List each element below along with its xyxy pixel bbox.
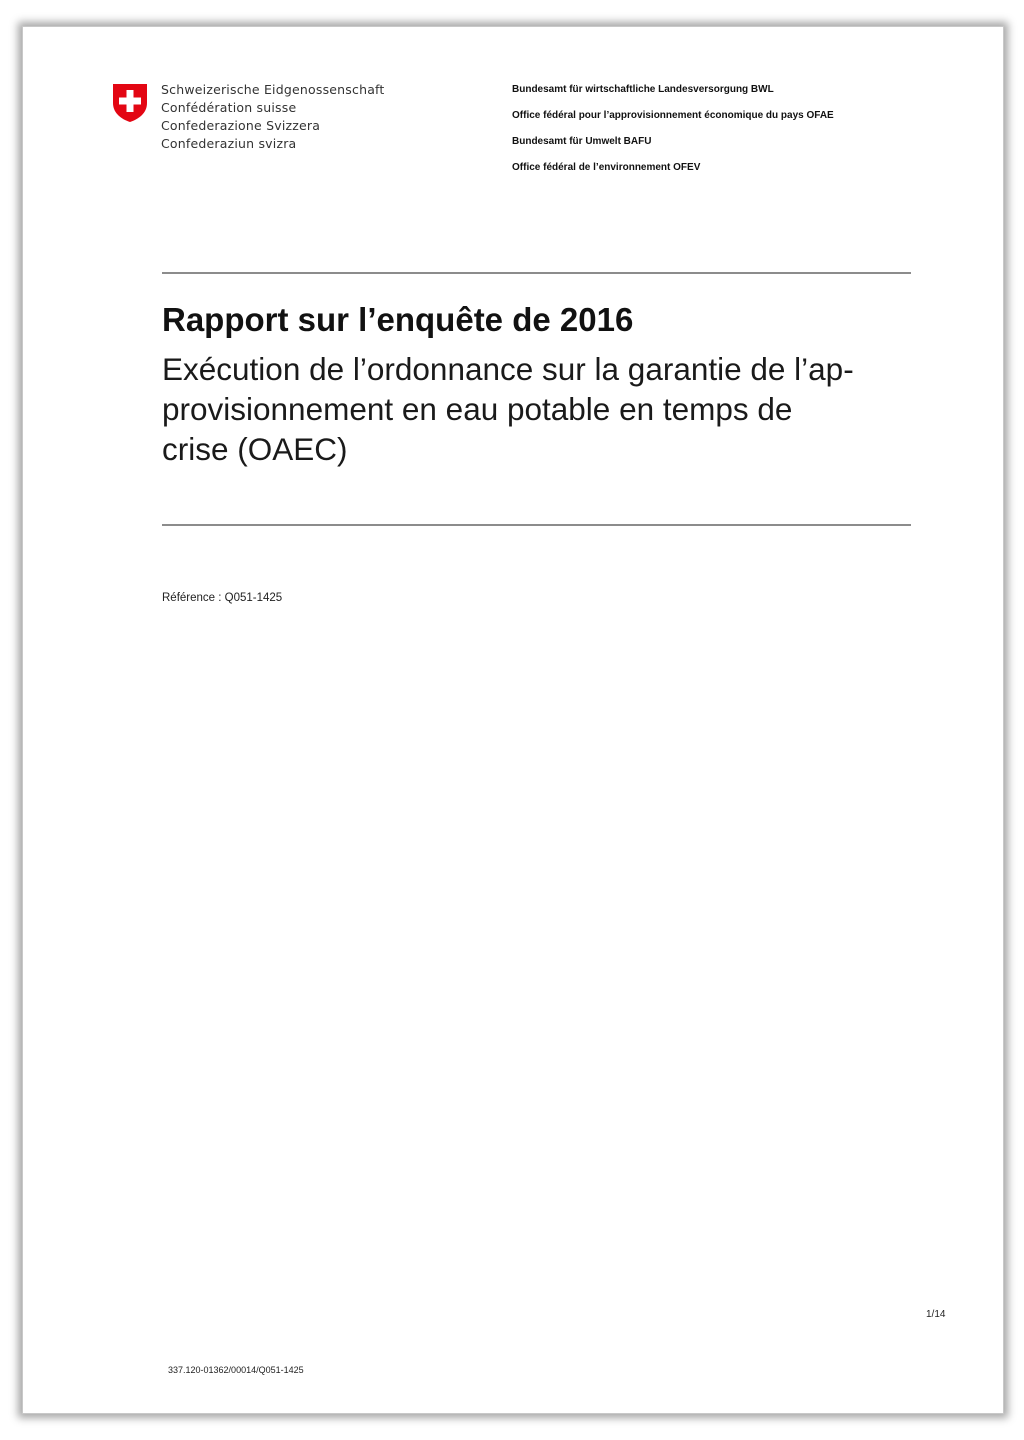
title-bottom-divider bbox=[162, 524, 911, 526]
confederation-name-rm: Confederaziun svizra bbox=[161, 136, 297, 151]
document-reference: Référence : Q051-1425 bbox=[162, 592, 283, 604]
document-subtitle bbox=[162, 349, 910, 469]
confederation-name-de: Schweizerische Eidgenossenschaft bbox=[161, 82, 385, 97]
confederation-name-fr: Confédération suisse bbox=[161, 100, 297, 115]
office-bwl: Bundesamt für wirtschaftliche Landesversorgung BWL bbox=[512, 84, 774, 95]
subtitle-line-2: provisionnement en eau potable en temps de bbox=[162, 391, 793, 427]
office-ofae: Office fédéral pour l’approvisionnement économique du pays OFAE bbox=[512, 110, 834, 121]
page-number: 1/14 bbox=[926, 1309, 946, 1320]
subtitle-line-1: Exécution de l’ordonnance sur la garantie de l’ap- bbox=[162, 351, 854, 387]
swiss-crest-icon bbox=[111, 81, 149, 123]
subtitle-line-3: crise (OAEC) bbox=[162, 431, 348, 467]
document-code: 337.120-01362/00014/Q051-1425 bbox=[168, 1365, 304, 1375]
federal-offices bbox=[512, 84, 834, 188]
confederation-names bbox=[161, 81, 385, 153]
title-top-divider bbox=[162, 272, 911, 274]
confederation-name-it: Confederazione Svizzera bbox=[161, 118, 321, 133]
office-bafu: Bundesamt für Umwelt BAFU bbox=[512, 136, 652, 147]
document-title: Rapport sur l’enquête de 2016 bbox=[162, 301, 634, 338]
document-page bbox=[22, 26, 1004, 1414]
office-ofev: Office fédéral de l’environnement OFEV bbox=[512, 162, 701, 173]
